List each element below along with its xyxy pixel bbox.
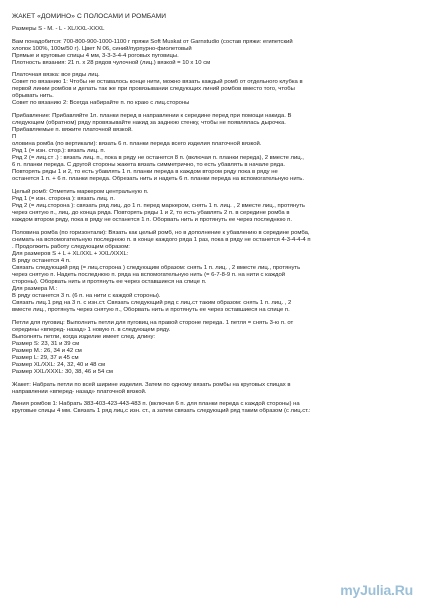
text-line: через снятую п., лиц. до конца ряда. Повторять ряды 1 и 2, то есть убавлять 2 п. в середине ромба в [12,210,290,217]
text-line: Размер S: 23, 31 и 39 см [12,340,80,347]
text-line: Размеры S - M. - L - XL/XXL-XXXL [12,26,105,33]
paragraph [12,320,414,376]
paragraph [12,401,414,415]
paragraph [12,382,414,396]
text-line: Платочная вязка: все ряды лиц. [12,72,100,79]
text-line: Ряд 1 (= изн. стор.): вязать лиц. п. [12,148,106,155]
paragraph [12,26,414,33]
text-line: 6 п. планки переда. С другой стороны жакета вязать симметрично, то есть убавлять в начале ряда. [12,162,286,169]
text-line: Прибавляемые п. вяжите платочной вязкой. [12,127,133,134]
text-line: Вам понадобится: 700-800-900-1000-1100 г пряжи Soft Muskat от Garnstudio (состав пряжи: египетский [12,38,293,45]
text-line: В ряду останется 4 п. [12,257,71,264]
text-line: хлопок 100%, 100м/50 г). Цвет N 06, синий/пурпурно-фиолетовый [12,45,192,52]
paragraph [12,39,414,67]
document-body [12,13,414,421]
text-line: через снятую п. Надеть последнюю п. ряда на вспомогательную нить (= 6-7-8-9 п. на нити с каждой [12,272,286,278]
text-line: следующем (обратном) ряду провязывайте накид за заднюю стенку, чтобы не появлялась дырочка. [12,120,286,127]
paragraph [12,230,414,315]
paragraph [12,189,414,224]
text-line: Прямые и круговые спицы 4 мм, 3-3-3-4-4 роговых пуговицы. [12,52,179,59]
text-line: Ряд 1 (= изн. сторона ): вязать лиц. п. [12,196,115,203]
text-line: Ряд 2 (= лиц.ст .) : вязать лиц. п., пока в ряду не останется 8 п. (включая п. планки переда), 2 вместе лиц., [12,155,304,162]
paragraph [12,113,414,183]
text-line: Половина ромба (по горизонтали): Вязать как целый ромб, но в дополнение к убавлению в середине ромба, [12,229,310,236]
text-line: Жакет: Набрать петли по всей ширине изделия. Затем по одному вязать ромбы на круговых спицах в [12,381,291,388]
text-line: Линия ромбов 1: Набрать 383-403-423-443-483 п. (включая 6 п. для планки переда с каждой стороны) на [12,401,300,408]
text-line: стороны). Оборвать нить и протянуть ее через оставшиеся на спице п. [12,279,207,286]
text-line: Связать лиц.1 ряд на 3 п. с изн.ст. Связать следующий ряд с лиц.ст таким образом: снять 1 п. лиц. , 2 [12,300,292,307]
text-line: направлении «вперед- назад» платочной вязкой. [12,388,147,395]
text-line: первой линии ромбов и делать так же при провязывании следующих линий ромбов вместо того, чтобы [12,86,295,93]
text-line: Прибавление: Прибавляйте 1п. планки перед в направлении к середине перед при помощи накида. В [12,113,292,120]
text-line: Выполнять петли, когда изделие имеет след. длину: [12,333,156,340]
text-line: круговые спицы 4 мм. Связать 1 ряд лиц.с изн. ст., а затем связать следующий ряд таким образом (с лиц.ст.: [12,408,311,415]
text-line: Связать следующий ряд (= лиц.сторона ) следующим образом: снять 1 п. лиц. , 2 вместе лиц., протянуть [12,264,301,271]
text-line: Совет по вязанию 1: Чтобы не оставалось конце нити, можно вязать каждый ромб от отдельного клубка в [12,79,303,86]
text-line: оловина ромба (по вертикали): вязать 6 п. планки переда всего изделия платочной вязкой. [12,141,262,148]
text-line: обрывать нить. [12,93,54,100]
text-line: Для размера М.: [12,286,58,293]
text-line: Ряд 2 (= лиц.сторона ): связать ряд лиц. до 1 п. перед маркером, снять 1 п. лиц. , 2 вместе лиц., протянуть [12,203,305,210]
text-line: вместе лиц., протянуть через снятую п., Оборвать нить и протянуть ее через оставшиеся на спице п. [12,307,290,314]
document-title: ЖАКЕТ «ДОМИНО» С ПОЛОСАМИ И РОМБАМИ [12,13,167,20]
text-line: Целый ромб: Отметить маркером центральную п. [12,188,149,195]
text-line: Плотность вязания: 21 п. х 28 рядов чулочной (лиц.) вязкой = 10 х 10 см [12,59,211,66]
text-line: Петли для пуговиц: Выполнить петли для пуговиц на правой стороне переда. 1 петля = снять 3-ю п. от [12,319,294,326]
text-line: Совет по вязанию 2: Всегда набирайте п. по краю с лиц.стороны [12,100,190,107]
text-line: снимать на вспомогательную последнюю п. в конце каждого ряда 1 раз, пока в ряду не останется 4-3-4-4-4 п [12,236,311,243]
text-line: Размер L: 29, 37 и 45 см [12,355,79,362]
site-watermark: myJulia.Ru [340,581,413,598]
text-line: Размер XL/XXL: 24, 32, 40 и 48 см [12,362,106,369]
text-line: середины «вперед- назад» 1 новую п. в следующем ряду. [12,326,171,333]
text-line: В ряду останется 3 п. (6 п. на нити с каждой стороны). [12,293,161,300]
paragraph-container [12,26,414,415]
text-line: каждом втором ряду, пока в ряду не останется 1 п. Оборвать нить и протянуть ее через последнюю п. [12,217,292,224]
text-line: Для размеров S + L + XL/XXL + XXL/XXXL: [12,250,129,257]
text-line: Повторять ряды 1 и 2, то есть убавлять 1 п. планки переда в каждом втором ряду пока в ряду не [12,169,278,176]
text-line: Размер М.: 26, 34 и 42 см [12,347,82,354]
text-line: П [12,134,17,141]
text-line: останется 1 п. + 6 п. планки переда. Обрезать нить и надеть 6 п. планки переда на вспомогательную нить. [12,176,305,183]
text-line: Размер XXL/XXXL: 30, 38, 46 и 54 см [12,369,113,376]
paragraph [12,72,414,107]
text-line: . Продолжить работу следующим образом: [12,243,130,250]
